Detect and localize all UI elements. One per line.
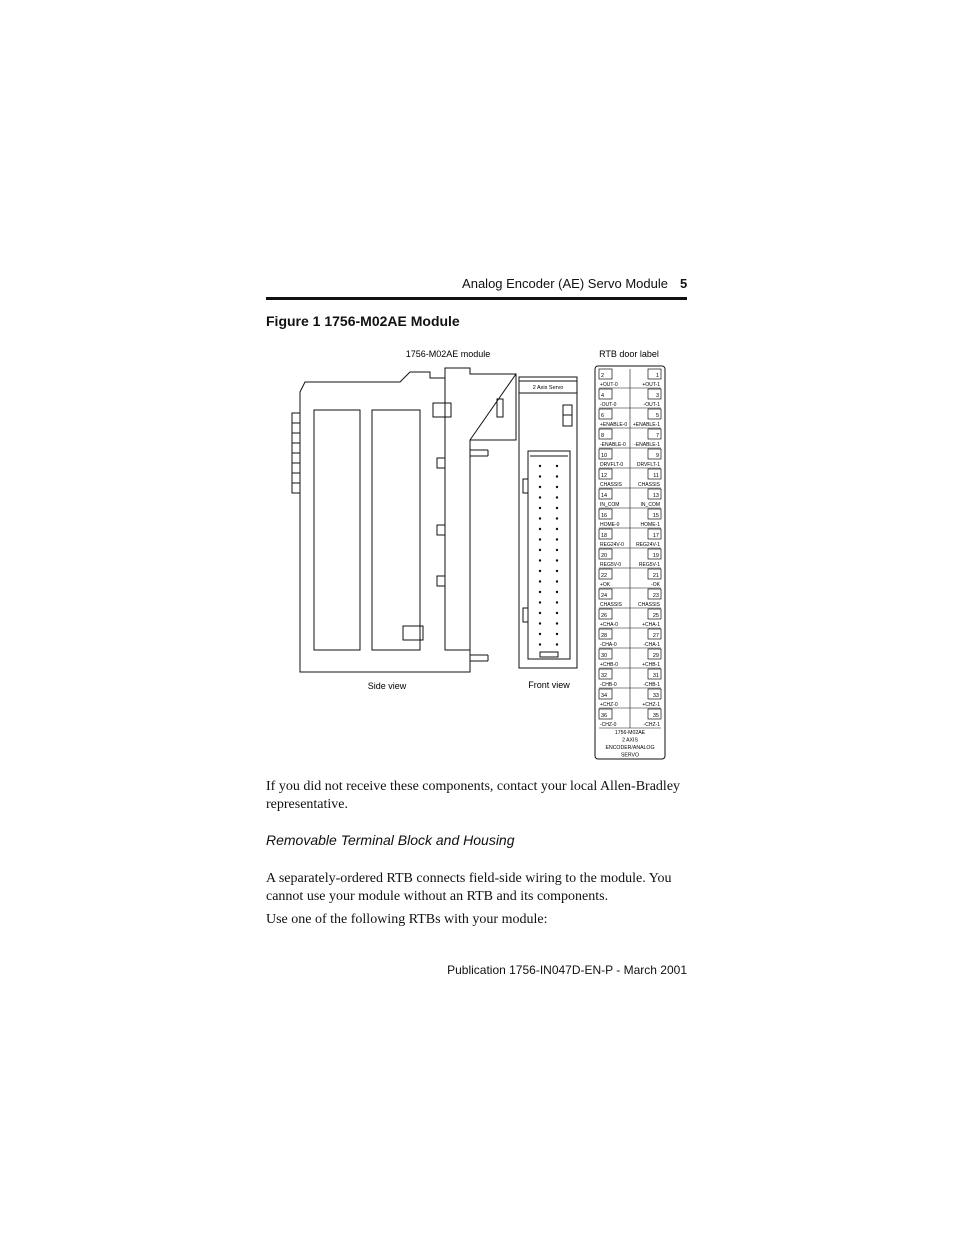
terminal-number-left: 32 xyxy=(601,673,608,679)
front-view-drawing xyxy=(519,377,577,668)
pin xyxy=(556,517,558,519)
front-view-label: Front view xyxy=(528,680,570,690)
terminal-box-right xyxy=(648,449,661,459)
terminal-number-right: 21 xyxy=(652,573,659,579)
signal-left: -CHB-0 xyxy=(600,682,617,688)
terminal-number-left: 8 xyxy=(601,433,605,439)
pin xyxy=(556,622,558,624)
pin xyxy=(556,643,558,645)
terminal-number-left: 16 xyxy=(601,513,608,519)
pin xyxy=(539,612,541,614)
signal-left: -CHZ-0 xyxy=(600,722,617,728)
terminal-number-left: 34 xyxy=(601,693,608,699)
terminal-number-right: 33 xyxy=(652,693,659,699)
side-view-label: Side view xyxy=(367,681,407,691)
section-heading: Removable Terminal Block and Housing xyxy=(266,832,515,848)
terminal-number-left: 12 xyxy=(601,473,608,479)
signal-left: -OUT-0 xyxy=(600,402,617,408)
pin xyxy=(539,465,541,467)
pin xyxy=(539,601,541,603)
pin xyxy=(539,507,541,509)
pin xyxy=(539,580,541,582)
figure-caption: Figure 1 1756-M02AE Module xyxy=(266,313,460,329)
terminal-number-right: 5 xyxy=(655,413,659,419)
terminal-number-left: 24 xyxy=(601,593,608,599)
pin xyxy=(539,549,541,551)
terminal-number-left: 30 xyxy=(601,653,608,659)
terminal-number-left: 6 xyxy=(601,413,605,419)
pin xyxy=(556,475,558,477)
terminal-number-right: 7 xyxy=(655,433,659,439)
pin xyxy=(556,601,558,603)
signal-left: DRVFLT-0 xyxy=(600,462,624,468)
signal-left: +CHA-0 xyxy=(600,622,618,628)
pin xyxy=(539,559,541,561)
signal-right: CHASSIS xyxy=(638,482,660,488)
signal-left: CHASSIS xyxy=(600,482,622,488)
pin xyxy=(556,465,558,467)
pin xyxy=(556,549,558,551)
terminal-number-right: 19 xyxy=(652,553,659,559)
rtb-door-label-title: RTB door label xyxy=(599,349,659,359)
terminal-number-left: 26 xyxy=(601,613,608,619)
signal-right: HOME-1 xyxy=(640,522,660,528)
paragraph-components: If you did not receive these components, contact your local Allen-Bradley representative. xyxy=(266,779,681,812)
terminal-number-right: 9 xyxy=(655,453,659,459)
pin xyxy=(556,559,558,561)
pin xyxy=(556,538,558,540)
pin xyxy=(556,528,558,530)
terminal-number-left: 28 xyxy=(601,633,608,639)
terminal-number-left: 22 xyxy=(601,573,608,579)
terminal-number-left: 20 xyxy=(601,553,608,559)
terminal-number-right: 11 xyxy=(653,473,659,479)
signal-right: -CHB-1 xyxy=(643,682,660,688)
signal-right: -OUT-1 xyxy=(643,402,660,408)
signal-right: +CHZ-1 xyxy=(642,702,660,708)
signal-left: REG5V-0 xyxy=(600,562,622,568)
terminal-number-right: 31 xyxy=(652,673,659,679)
side-view-drawing xyxy=(292,368,516,672)
signal-right: REG24V-1 xyxy=(636,542,660,548)
signal-right: -CHZ-1 xyxy=(643,722,660,728)
pin xyxy=(539,633,541,635)
pin xyxy=(539,496,541,498)
signal-right: REG5V-1 xyxy=(638,562,660,568)
signal-right: IN_COM xyxy=(640,502,660,508)
terminal-number-right: 15 xyxy=(652,513,659,519)
signal-left: +OUT-0 xyxy=(600,382,618,388)
pin xyxy=(539,570,541,572)
signal-left: CHASSIS xyxy=(600,602,622,608)
pin xyxy=(539,643,541,645)
signal-left: +ENABLE-0 xyxy=(600,422,628,428)
signal-right: -ENABLE-1 xyxy=(634,442,660,448)
pin xyxy=(539,517,541,519)
signal-left: +CHZ-0 xyxy=(600,702,618,708)
pin xyxy=(539,538,541,540)
signal-left: IN_COM xyxy=(600,502,620,508)
terminal-number-right: 3 xyxy=(655,393,659,399)
terminal-box-right xyxy=(648,429,661,439)
pin xyxy=(539,486,541,488)
terminal-number-right: 23 xyxy=(652,593,659,599)
terminal-box-right xyxy=(648,389,661,399)
signal-left: -ENABLE-0 xyxy=(600,442,626,448)
pin xyxy=(556,507,558,509)
signal-right: -OK xyxy=(651,582,660,588)
rtb-footer-line: ENCODER/ANALOG xyxy=(605,745,655,751)
pin xyxy=(539,528,541,530)
pin xyxy=(556,486,558,488)
terminal-number-left: 18 xyxy=(601,533,608,539)
signal-right: +CHA-1 xyxy=(642,622,660,628)
terminal-box-right xyxy=(648,369,661,379)
pin xyxy=(539,475,541,477)
pin xyxy=(556,580,558,582)
rtb-footer-line: 1756-M02AE xyxy=(614,730,646,736)
pin xyxy=(539,622,541,624)
terminal-number-left: 36 xyxy=(601,713,608,719)
signal-right: DRVFLT-1 xyxy=(636,462,660,468)
terminal-number-right: 29 xyxy=(652,653,659,659)
signal-left: -CHA-0 xyxy=(600,642,617,648)
terminal-number-right: 25 xyxy=(652,613,659,619)
pin xyxy=(556,570,558,572)
terminal-number-right: 35 xyxy=(652,713,659,719)
terminal-number-left: 4 xyxy=(601,393,605,399)
publication-footer: Publication 1756-IN047D-EN-P - March 2001 xyxy=(447,963,687,977)
paragraph-rtb-list-intro: Use one of the following RTBs with your module: xyxy=(266,912,548,927)
signal-left: +OK xyxy=(600,582,611,588)
rtb-footer-line: 2 AXIS xyxy=(622,737,638,744)
terminal-number-right: 1 xyxy=(655,373,659,379)
terminal-number-left: 10 xyxy=(601,453,608,459)
pin xyxy=(556,496,558,498)
signal-right: +CHB-1 xyxy=(642,662,660,668)
terminal-number-right: 27 xyxy=(652,633,659,639)
terminal-number-right: 17 xyxy=(652,533,659,539)
terminal-number-left: 14 xyxy=(601,493,608,499)
signal-left: REG24V-0 xyxy=(600,542,624,548)
rtb-footer-line: SERVO xyxy=(620,752,640,759)
pin xyxy=(556,591,558,593)
pin xyxy=(556,612,558,614)
terminal-number-right: 13 xyxy=(652,493,659,499)
page-number: 5 xyxy=(680,276,688,291)
signal-right: +OUT-1 xyxy=(642,382,660,388)
terminal-number-left: 2 xyxy=(601,373,605,379)
paragraph-rtb: A separately-ordered RTB connects field-side wiring to the module. You cannot use your module without an RTB and its components. xyxy=(266,871,672,904)
module-label: 1756-M02AE module xyxy=(405,349,491,359)
signal-left: HOME-0 xyxy=(600,522,620,528)
signal-right: -CHA-1 xyxy=(643,642,660,648)
signal-left: +CHB-0 xyxy=(600,662,618,668)
signal-right: CHASSIS xyxy=(638,602,660,608)
signal-right: +ENABLE-1 xyxy=(632,422,660,428)
pin xyxy=(539,591,541,593)
running-header: Analog Encoder (AE) Servo Module xyxy=(462,276,668,291)
pin xyxy=(556,633,558,635)
terminal-box-right xyxy=(648,409,661,419)
front-panel-label: 2 Axis Servo xyxy=(532,385,564,391)
